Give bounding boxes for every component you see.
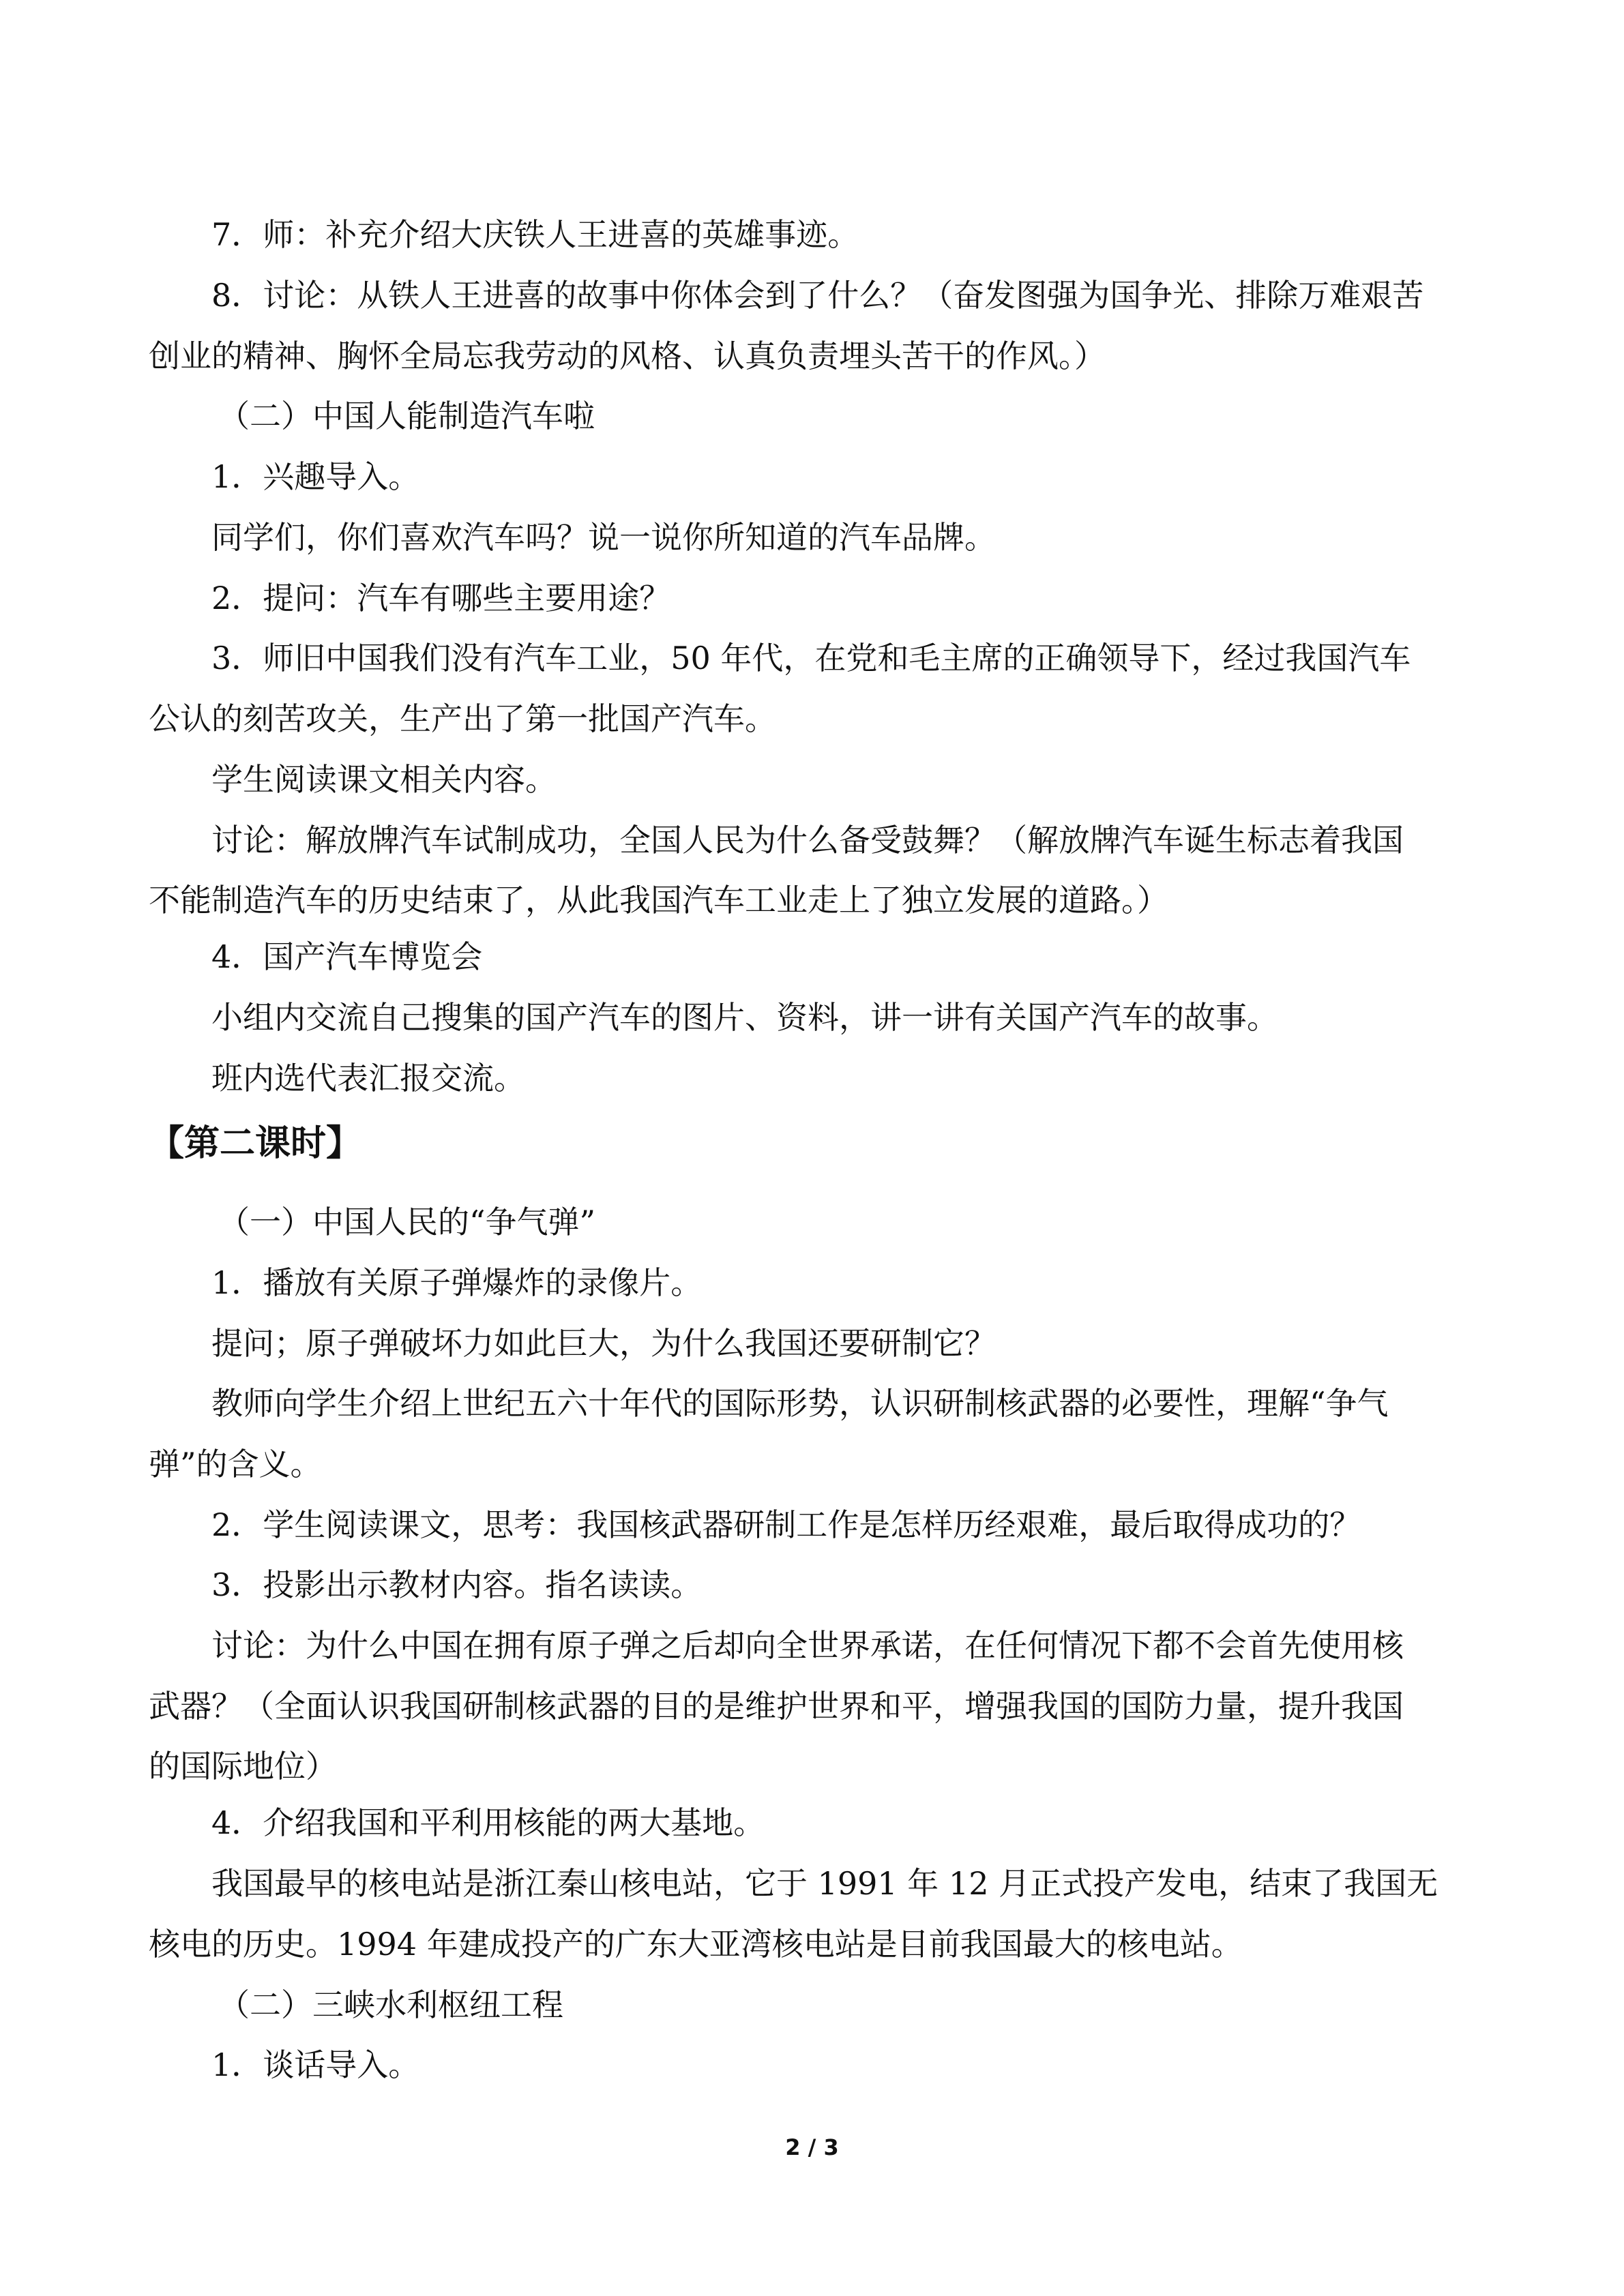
- paragraph-line: 小组内交流自己搜集的国产汽车的图片、资料，讲一讲有关国产汽车的故事。: [211, 999, 1278, 1036]
- paragraph-line: 武器？（全面认识我国研制核武器的目的是维护世界和平，增强我国的国防力量，提升我国: [149, 1688, 1404, 1725]
- paragraph-line: 教师向学生介绍上世纪五六十年代的国际形势，认识研制核武器的必要性，理解“争气: [211, 1385, 1389, 1422]
- paragraph-line: 学生阅读课文相关内容。: [211, 761, 557, 798]
- paragraph-line: 2．学生阅读课文，思考：我国核武器研制工作是怎样历经艰难，最后取得成功的？: [211, 1506, 1361, 1543]
- paragraph-line: 1．兴趣导入。: [211, 458, 420, 495]
- paragraph-line: 创业的精神、胸怀全局忘我劳动的风格、认真负责埋头苦干的作风。）: [149, 338, 1106, 374]
- paragraph-line: 讨论：解放牌汽车试制成功，全国人民为什么备受鼓舞？（解放牌汽车诞生标志着我国: [211, 822, 1404, 859]
- paragraph-line: 不能制造汽车的历史结束了，从此我国汽车工业走上了独立发展的道路。）: [149, 882, 1168, 919]
- paragraph-line: 4．介绍我国和平利用核能的两大基地。: [211, 1804, 765, 1841]
- paragraph-line: 1．谈话导入。: [211, 2046, 420, 2083]
- paragraph-line: 8．讨论：从铁人王进喜的故事中你体会到了什么？（奋发图强为国争光、排除万难艰苦: [211, 277, 1424, 314]
- paragraph-line: 7．师：补充介绍大庆铁人王进喜的英雄事迹。: [211, 216, 859, 253]
- subsection-heading: （一）中国人民的“争气弹”: [218, 1204, 596, 1240]
- paragraph-line: 3．师旧中国我们没有汽车工业，50 年代，在党和毛主席的正确领导下，经过我国汽车: [211, 640, 1411, 676]
- paragraph-line: 弹”的含义。: [149, 1446, 322, 1482]
- paragraph-line: 我国最早的核电站是浙江秦山核电站，它于 1991 年 12 月正式投产发电，结束了我国无: [211, 1865, 1438, 1902]
- paragraph-line: 核电的历史。1994 年建成投产的广东大亚湾核电站是目前我国最大的核电站。: [149, 1926, 1243, 1963]
- paragraph-line: 公认的刻苦攻关，生产出了第一批国产汽车。: [149, 700, 776, 737]
- subsection-heading: （二）三峡水利枢纽工程: [218, 1986, 563, 2023]
- paragraph-line: 讨论：为什么中国在拥有原子弹之后却向全世界承诺，在任何情况下都不会首先使用核: [211, 1627, 1404, 1664]
- page-number: 2 / 3: [785, 2134, 839, 2160]
- paragraph-line: 的国际地位）: [149, 1748, 337, 1785]
- paragraph-line: 3．投影出示教材内容。指名读读。: [211, 1566, 703, 1603]
- section-heading: 【第二课时】: [149, 1123, 362, 1164]
- paragraph-line: 2．提问：汽车有哪些主要用途？: [211, 580, 671, 616]
- paragraph-line: 4．国产汽车博览会: [211, 938, 483, 975]
- subsection-heading: （二）中国人能制造汽车啦: [218, 398, 595, 434]
- paragraph-line: 1．播放有关原子弹爆炸的录像片。: [211, 1264, 703, 1301]
- paragraph-line: 同学们，你们喜欢汽车吗？说一说你所知道的汽车品牌。: [211, 519, 996, 556]
- paragraph-line: 班内选代表汇报交流。: [211, 1060, 525, 1097]
- paragraph-line: 提问；原子弹破坏力如此巨大，为什么我国还要研制它？: [211, 1325, 996, 1362]
